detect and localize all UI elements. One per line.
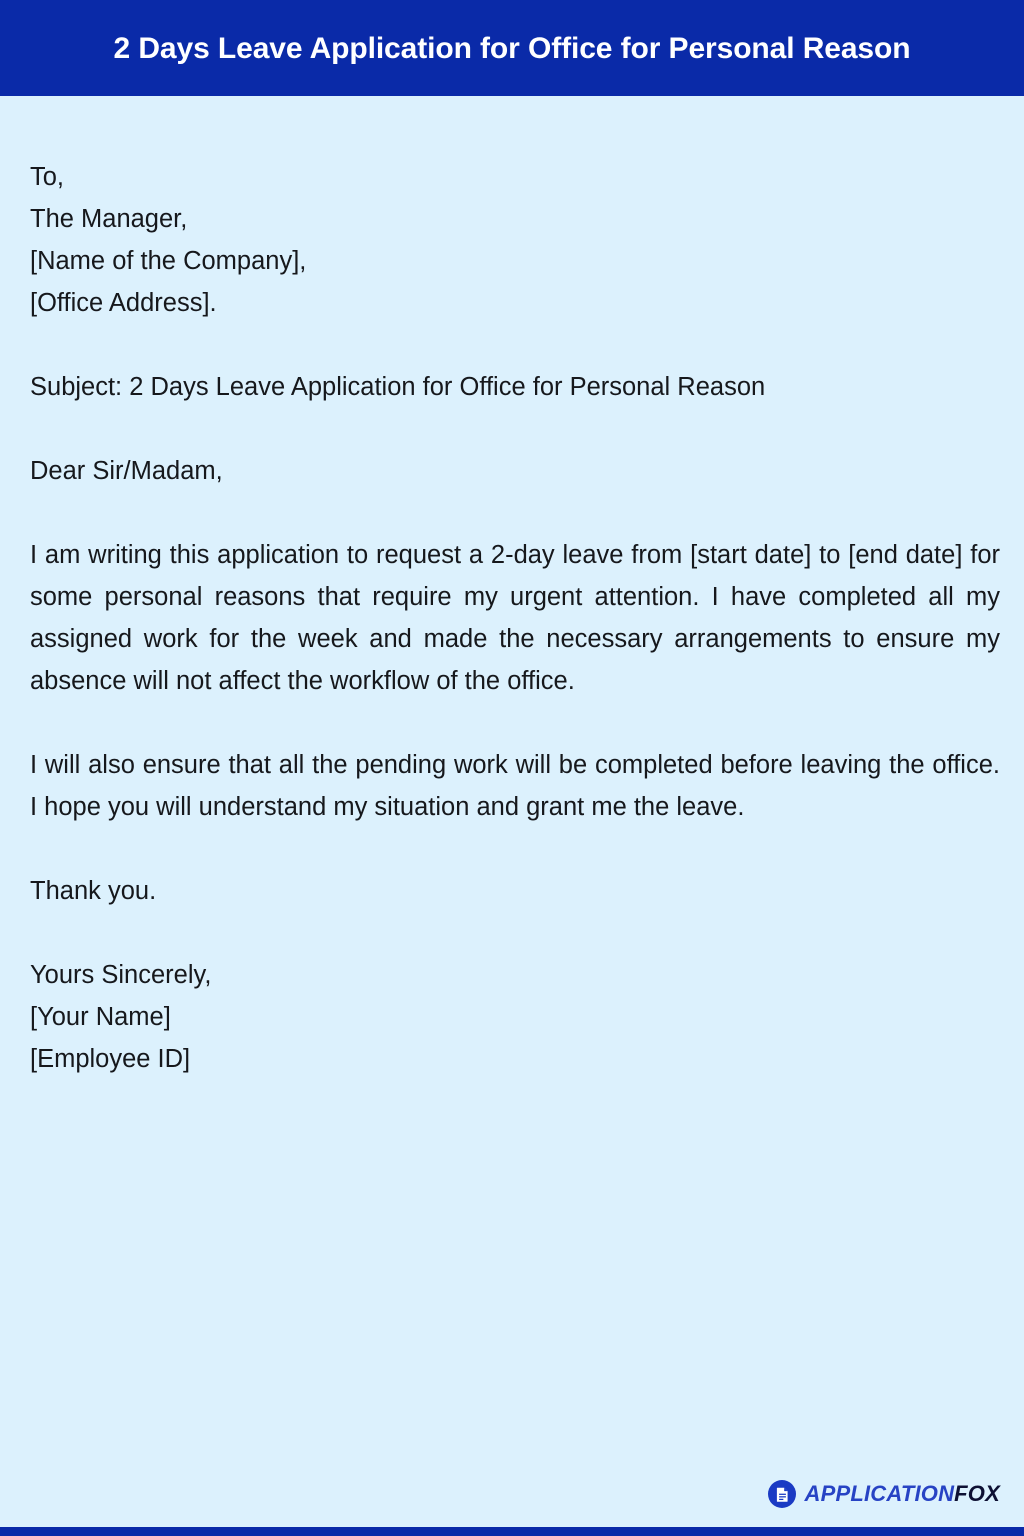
brand-wordmark-primary: APPLICATION <box>804 1481 955 1506</box>
document-icon <box>768 1480 796 1508</box>
recipient-address-block <box>30 156 1000 324</box>
brand-wordmark-secondary: FOX <box>954 1481 1000 1506</box>
body-paragraph-2: I will also ensure that all the pending work will be completed before leaving the office. I hope you will understand my situation and grant me the leave. <box>30 751 1000 821</box>
closing-block <box>30 954 1000 1080</box>
closing-line-employee-id: [Employee ID] <box>30 1045 191 1073</box>
spacer-after-salutation <box>30 492 1000 534</box>
letter-content <box>0 96 1024 1536</box>
address-line-company: [Name of the Company], <box>30 247 307 275</box>
address-line-manager: The Manager, <box>30 205 188 233</box>
closing-line-sincerely: Yours Sincerely, <box>30 961 212 989</box>
body-paragraph-1: I am writing this application to request a 2-day leave from [start date] to [end date] for some personal reasons that require my urgent attention. I have completed all my assigned work for the week and made the necessary arrangements to ensure my absence will not affect the workflow of the office. <box>30 541 1000 695</box>
spacer-between-paragraphs <box>30 702 1000 744</box>
bottom-accent-bar <box>0 1527 1024 1536</box>
brand-wordmark <box>804 1483 1000 1505</box>
thank-you-line: Thank you. <box>30 877 157 905</box>
brand-logo <box>768 1480 1000 1508</box>
spacer-after-address <box>30 324 1000 366</box>
address-line-to: To, <box>30 163 65 191</box>
salutation: Dear Sir/Madam, <box>30 457 223 485</box>
subject-line: Subject: 2 Days Leave Application for Office for Personal Reason <box>30 373 766 401</box>
page-title: 2 Days Leave Application for Office for Personal Reason <box>113 31 911 65</box>
spacer-before-closing <box>30 912 1000 954</box>
spacer-before-thanks <box>30 828 1000 870</box>
spacer-after-subject <box>30 408 1000 450</box>
address-line-office: [Office Address]. <box>30 289 217 317</box>
closing-line-name: [Your Name] <box>30 1003 171 1031</box>
header-banner <box>0 0 1024 96</box>
